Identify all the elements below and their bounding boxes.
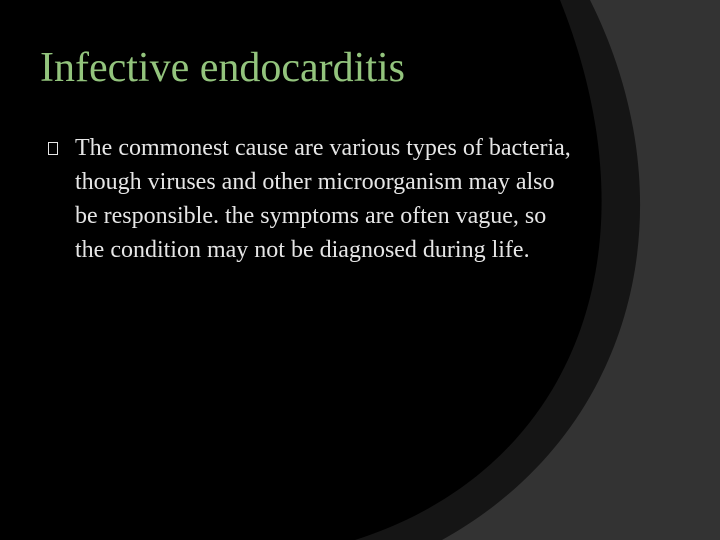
slide-title: Infective endocarditis xyxy=(40,45,405,91)
bullet-item xyxy=(40,131,580,267)
bullet-list xyxy=(40,131,580,267)
inner-swoosh-shape xyxy=(442,0,720,540)
bullet-text: The commonest cause are various types of bacteria, though viruses and other microorganism may also be responsible. the symptoms are often vague, so the condition may not be diagnosed during life. xyxy=(75,135,571,263)
square-bullet-icon xyxy=(48,142,58,155)
